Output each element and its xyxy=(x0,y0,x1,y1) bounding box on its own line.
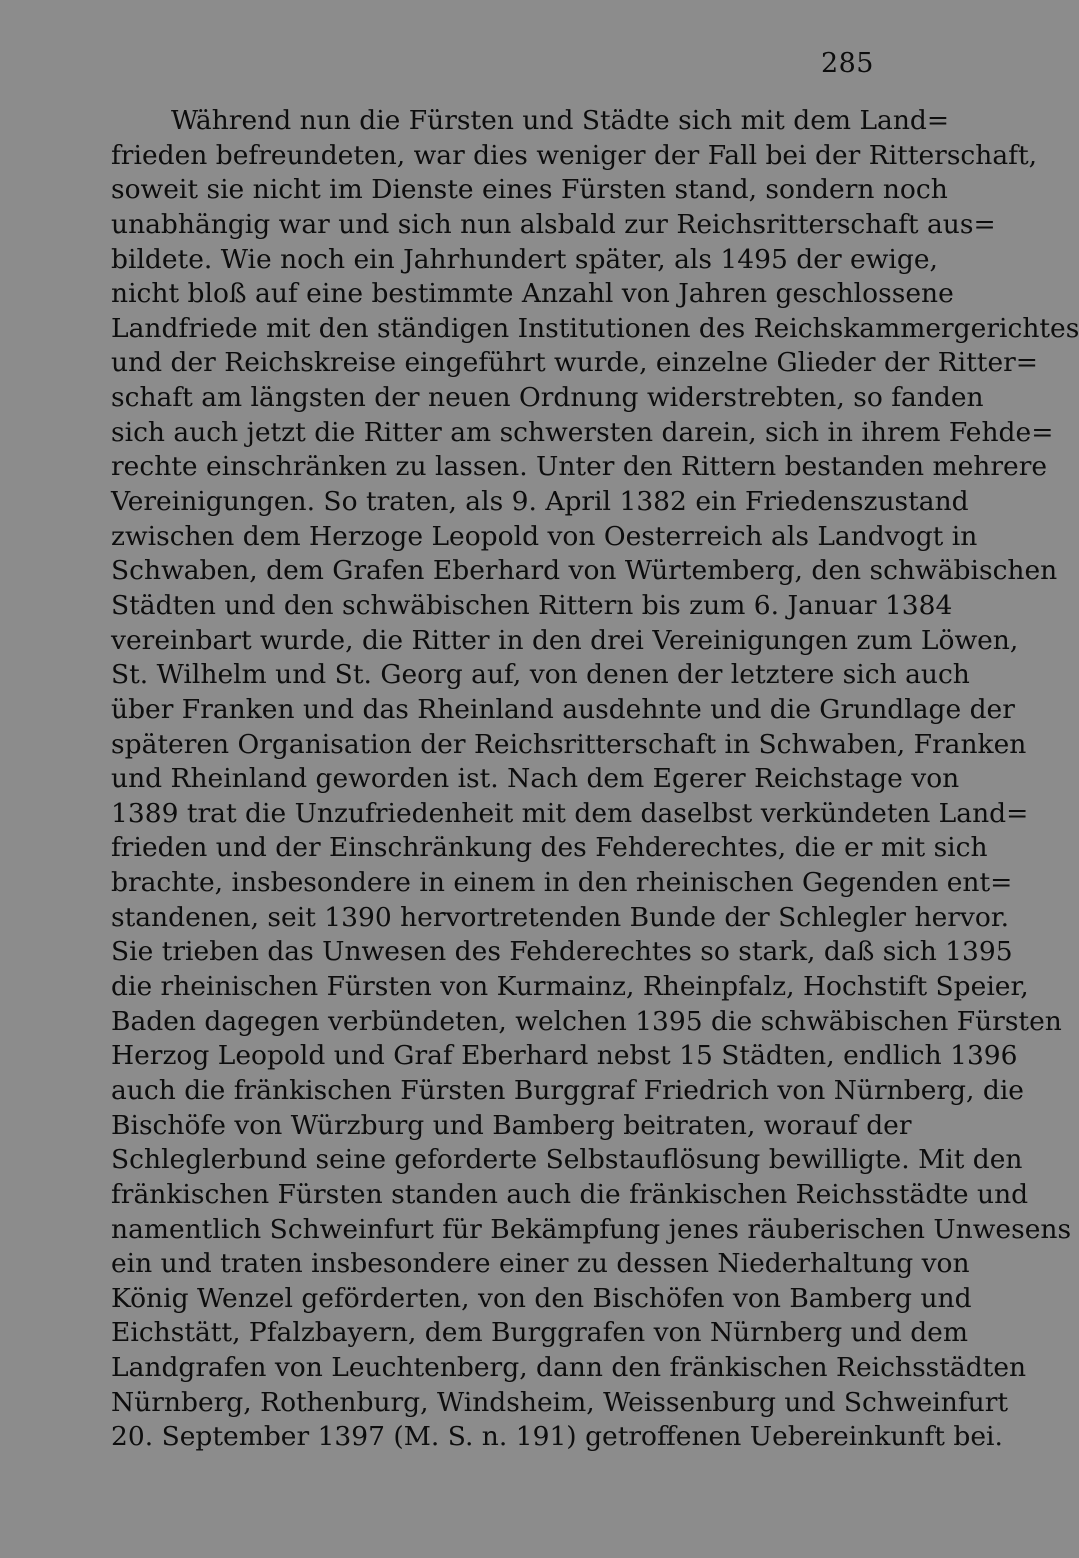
text-line: schaft am längsten der neuen Ordnung widerstrebten, so fanden xyxy=(111,382,984,414)
text-line: bildete. Wie noch ein Jahrhundert später, als 1495 der ewige, xyxy=(111,243,938,275)
text-line: 1389 trat die Unzufriedenheit mit dem daselbst verkündeten Land= xyxy=(111,797,1029,829)
text-line: sich auch jetzt die Ritter am schwersten darein, sich in ihrem Fehde= xyxy=(111,416,1054,448)
text-line: Schwaben, dem Grafen Eberhard von Würtemberg, den schwäbischen xyxy=(111,555,1058,587)
text-line: Bischöfe von Würzburg und Bamberg beitraten, worauf der xyxy=(111,1109,912,1141)
text-line: rechte einschränken zu lassen. Unter den Rittern bestanden mehrere xyxy=(111,451,1048,483)
text-line: Städten und den schwäbischen Rittern bis zum 6. Januar 1384 xyxy=(111,589,953,621)
text-line: frieden befreundeten, war dies weniger der Fall bei der Ritterschaft, xyxy=(111,139,1038,171)
text-line: Während nun die Fürsten und Städte sich mit dem Land= xyxy=(171,105,950,136)
text-line: und Rheinland geworden ist. Nach dem Egerer Reichstage von xyxy=(111,763,960,795)
text-line: ein und traten insbesondere einer zu dessen Niederhaltung von xyxy=(111,1248,970,1280)
text-line: und der Reichskreise eingeführt wurde, einzelne Glieder der Ritter= xyxy=(111,347,1039,379)
text-line: soweit sie nicht im Dienste eines Fürsten stand, sondern noch xyxy=(111,174,948,206)
text-line: Vereinigungen. So traten, als 9. April 1382 ein Friedenszustand xyxy=(111,486,969,518)
text-line: zwischen dem Herzoge Leopold von Oesterreich als Landvogt in xyxy=(111,520,978,552)
text-line: König Wenzel geförderten, von den Bischöfen von Bamberg und xyxy=(111,1282,972,1314)
text-line: Schleglerbund seine geforderte Selbstauflösung bewilligte. Mit den xyxy=(111,1144,1023,1176)
text-line: über Franken und das Rheinland ausdehnte und die Grundlage der xyxy=(111,693,1015,725)
page-number: 285 xyxy=(820,48,874,79)
text-line: fränkischen Fürsten standen auch die fränkischen Reichsstädte und xyxy=(111,1178,1029,1210)
text-line: auch die fränkischen Fürsten Burggraf Friedrich von Nürnberg, die xyxy=(111,1074,1024,1106)
text-line: 20. September 1397 (M. S. n. 191) getroffenen Uebereinkunft bei. xyxy=(111,1421,1003,1453)
text-line: St. Wilhelm und St. Georg auf, von denen der letztere sich auch xyxy=(111,659,970,691)
text-line: Landgrafen von Leuchtenberg, dann den fränkischen Reichsstädten xyxy=(111,1352,1027,1384)
text-line: standenen, seit 1390 hervortretenden Bunde der Schlegler hervor. xyxy=(111,901,1010,933)
text-line: Landfriede mit den ständigen Institutionen des Reichskammergerichtes xyxy=(111,312,1079,344)
text-line: Nürnberg, Rothenburg, Windsheim, Weissenburg und Schweinfurt xyxy=(111,1386,1009,1418)
text-line: Baden dagegen verbündeten, welchen 1395 die schwäbischen Fürsten xyxy=(111,1005,1062,1037)
text-line: die rheinischen Fürsten von Kurmainz, Rheinpfalz, Hochstift Speier, xyxy=(111,971,1029,1003)
text-line: brachte, insbesondere in einem in den rheinischen Gegenden ent= xyxy=(111,867,1013,899)
text-line: Sie trieben das Unwesen des Fehderechtes so stark, daß sich 1395 xyxy=(111,936,1013,968)
text-line: unabhängig war und sich nun alsbald zur Reichsritterschaft aus= xyxy=(111,208,996,240)
body-text xyxy=(111,104,1079,1455)
text-line: späteren Organisation der Reichsritterschaft in Schwaben, Franken xyxy=(111,728,1027,760)
text-line: namentlich Schweinfurt für Bekämpfung jenes räuberischen Unwesens xyxy=(111,1213,1072,1245)
text-line: vereinbart wurde, die Ritter in den drei Vereinigungen zum Löwen, xyxy=(111,624,1019,656)
text-line: Herzog Leopold und Graf Eberhard nebst 15 Städten, endlich 1396 xyxy=(111,1040,1018,1072)
text-line: Eichstätt, Pfalzbayern, dem Burggrafen von Nürnberg und dem xyxy=(111,1317,968,1349)
text-line: nicht bloß auf eine bestimmte Anzahl von Jahren geschlossene xyxy=(111,278,954,310)
text-line: frieden und der Einschränkung des Fehderechtes, die er mit sich xyxy=(111,832,988,864)
